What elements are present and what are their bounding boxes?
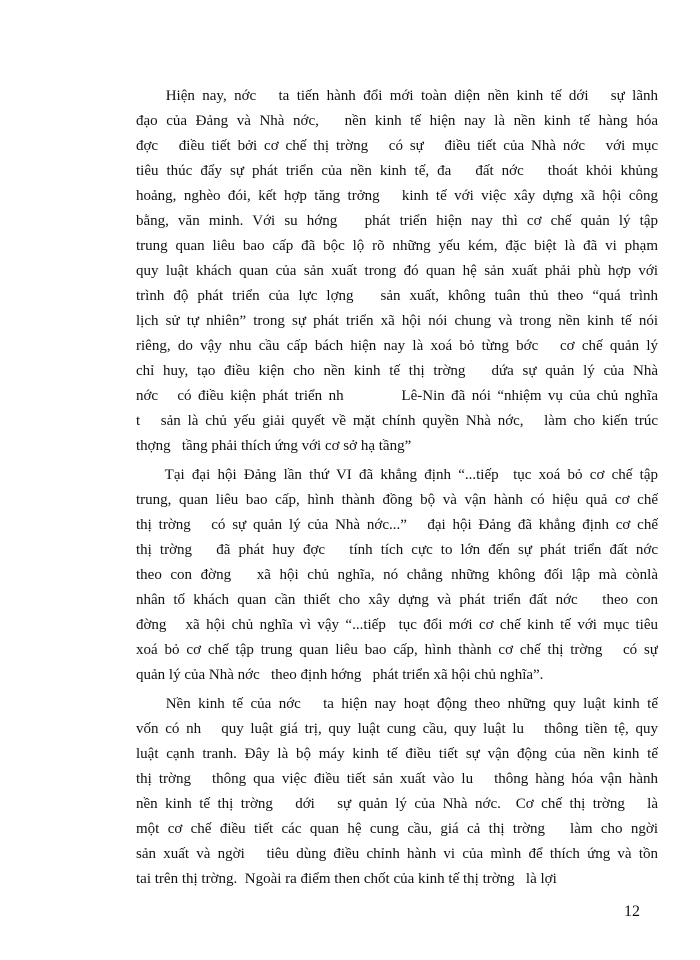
text-line: trung quan liêu bao cấp đã bộc lộ rõ những yếu kém, đặc biệt là đã vi phạm	[136, 238, 658, 254]
text-line: đợc điều tiết bởi cơ chế thị trờng có sự điều tiết của Nhà nớc với mục	[136, 138, 658, 154]
text-line: quản lý của Nhà nớc theo định hớng phát triển xã hội chủ nghĩa”.	[136, 667, 544, 683]
body-text	[136, 84, 658, 896]
text-line: nhân tố khách quan cần thiết cho xây dựng và phát triển đất nớc theo con	[136, 592, 658, 608]
page-number: 12	[624, 903, 640, 920]
text-line: thợng tầng phải thích ứng với cơ sở hạ tầng”	[136, 438, 412, 454]
text-line: thị trờng có sự quản lý của Nhà nớc...” đại hội Đảng đã khẳng định cơ chế	[136, 517, 658, 533]
text-line: bằng, văn minh. Với su hớng phát triển hiện nay thì cơ chế quản lý tập	[136, 213, 658, 229]
text-line: thị trờng thông qua việc điều tiết sản xuất vào lu thông hàng hóa vận hành	[136, 771, 658, 787]
paragraph	[136, 463, 658, 688]
text-line: đờng xã hội chủ nghĩa vì vậy “...tiếp tục đổi mới cơ chế kinh tế với mục tiêu	[136, 617, 658, 633]
text-line: lịch sử tự nhiên” trong sự phát triển xã hội nói chung và trong nền kinh tế nói	[136, 313, 658, 329]
text-line: sản xuất và ngời tiêu dùng điều chỉnh hành vi của mình để thích ứng và tồn	[136, 846, 658, 862]
text-line: theo con đờng xã hội chủ nghĩa, nó chẳng những không đối lập mà cònlà	[136, 567, 658, 583]
text-line: nớc có điều kiện phát triển nh Lê-Nin đã nói “nhiệm vụ của chủ nghĩa	[136, 388, 658, 404]
text-line: trình độ phát triển của lực lợng sản xuất, không tuân thủ theo “quá trình	[136, 288, 658, 304]
text-line: xoá bỏ cơ chế tập trung quan liêu bao cấp, hình thành cơ chế thị trờng có sự	[136, 642, 658, 658]
text-line: tai trên thị trờng. Ngoài ra điểm then chốt của kinh tế thị trờng là lợi	[136, 871, 557, 887]
text-line: Hiện nay, nớc ta tiến hành đổi mới toàn diện nền kinh tế dới sự lãnh	[136, 88, 658, 104]
text-line: thị trờng đã phát huy đợc tính tích cực to lớn đến sự phát triển đất nớc	[136, 542, 658, 558]
text-line: riêng, do vậy nhu cầu cấp bách hiện nay là xoá bỏ từng bớc cơ chế quản lý	[136, 338, 658, 354]
text-line: chỉ huy, tạo điều kiện cho nền kinh tế thị trờng dứa sự quản lý của Nhà	[136, 363, 658, 379]
text-line: trung, quan liêu bao cấp, hình thành đồng bộ và vận hành có hiệu quả cơ chế	[136, 492, 658, 508]
text-line: tiêu thúc đẩy sự phát triển của nền kinh tế, đa đất nớc thoát khỏi khủng	[136, 163, 658, 179]
text-line: Nền kinh tế của nớc ta hiện nay hoạt động theo những quy luật kinh tế	[136, 696, 658, 712]
paragraph	[136, 84, 658, 459]
text-line: đạo của Đảng và Nhà nớc, nền kinh tế hiện nay là nền kinh tế hàng hóa	[136, 113, 658, 129]
text-line: luật cạnh tranh. Đây là bộ máy kinh tế điều tiết sự vận động của nền kinh tế	[136, 746, 658, 762]
paragraph	[136, 692, 658, 892]
text-line: vốn có nh quy luật giá trị, quy luật cung cầu, quy luật lu thông tiền tệ, quy	[136, 721, 658, 737]
text-line: một cơ chế điều tiết các quan hệ cung cầu, giá cả thị trờng làm cho ngời	[136, 821, 658, 837]
text-line: Tại đại hội Đảng lần thứ VI đã khẳng định “...tiếp tục xoá bỏ cơ chế tập	[136, 467, 658, 483]
text-line: nền kinh tế thị trờng dới sự quản lý của Nhà nớc. Cơ chế thị trờng là	[136, 796, 658, 812]
text-line: t sản là chủ yếu giải quyết về mặt chính quyền Nhà nớc, làm cho kiến trúc	[136, 413, 658, 429]
text-line: quy luật khách quan của sản xuất trong đó quan hệ sản xuất phải phù hợp với	[136, 263, 658, 279]
text-line: hoảng, nghèo đói, kết hợp tăng trởng kinh tế với việc xây dựng xã hội công	[136, 188, 658, 204]
